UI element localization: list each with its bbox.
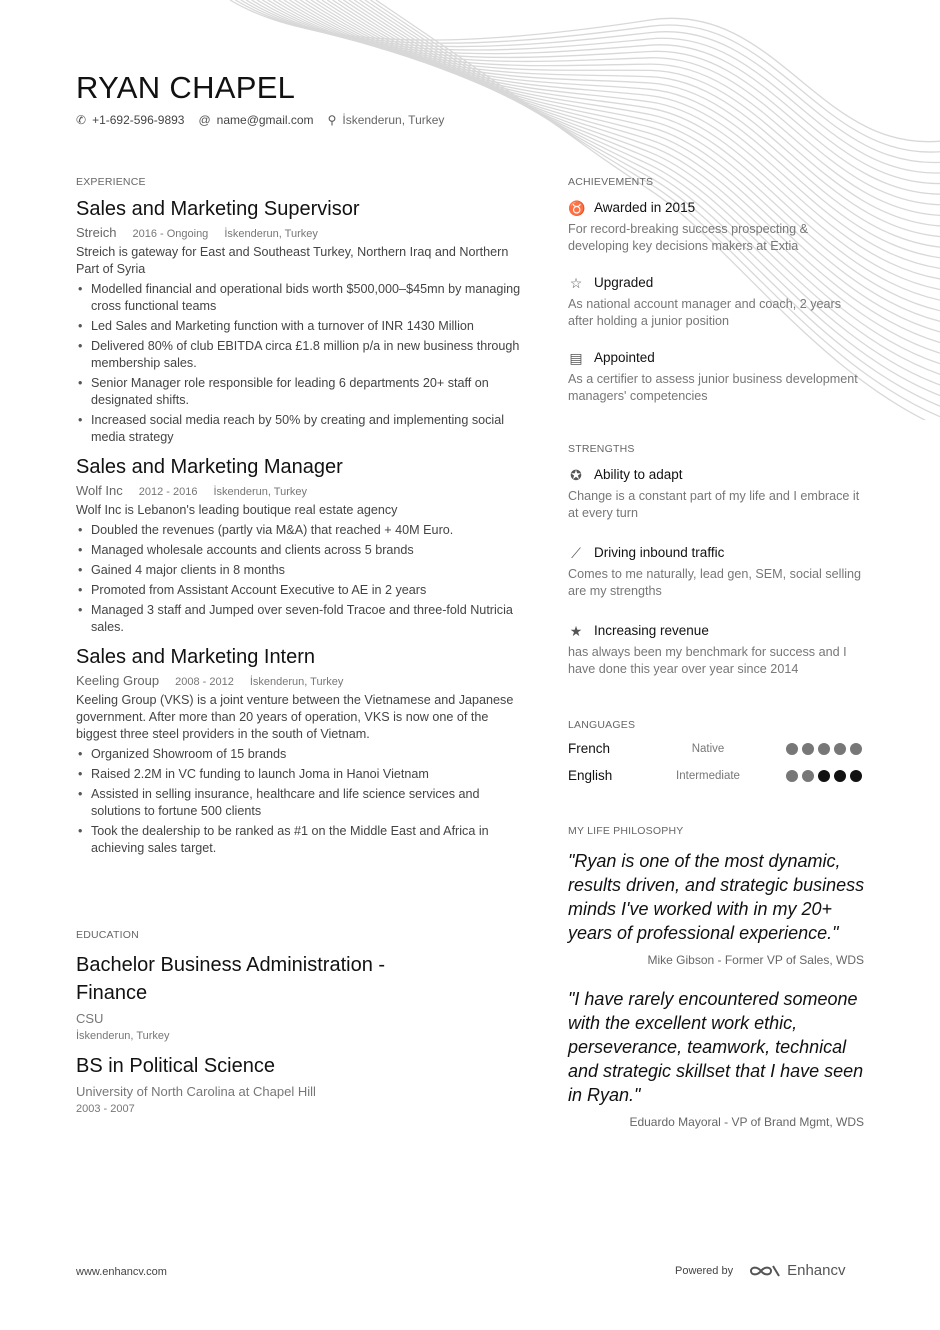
proficiency-dot	[786, 770, 798, 782]
job-description: Keeling Group (VKS) is a joint venture between the Vietnamese and Japanese government. After more than 20 years of operation, VKS is now one of the biggest three steel providers in the south of Vietnam.	[76, 693, 514, 741]
degree: BS in Political Science	[76, 1055, 275, 1077]
email[interactable]: name@gmail.com	[216, 113, 314, 127]
item-description: Comes to me naturally, lead gen, SEM, social selling are my strengths	[568, 567, 862, 598]
enhancv-logo[interactable]: Enhancv	[749, 1262, 845, 1279]
strengths-item	[568, 466, 868, 522]
bullet-item: • Modelled financial and operational bids worth $500,000–$45mn by managing cross functional teams	[76, 281, 526, 315]
bullet-item: • Senior Manager role responsible for leading 6 departments 20+ staff on designated shifts.	[76, 375, 526, 409]
education-entry	[76, 1052, 526, 1115]
bullet-item: • Raised 2.2M in VC funding to launch Joma in Hanoi Vietnam	[76, 766, 526, 783]
phone[interactable]: +1-692-596-9893	[92, 113, 185, 127]
language-name: French	[568, 741, 611, 756]
proficiency-dot	[818, 770, 830, 782]
quote-text: "Ryan is one of the most dynamic, results driven, and strategic business minds I've worked with in my 20+ years of professional experience."	[568, 851, 865, 943]
location-pin-icon: ⚲	[327, 113, 337, 127]
language-name: English	[568, 768, 613, 783]
medal-icon: ♉	[568, 200, 586, 216]
job-meta	[76, 483, 526, 498]
item-heading	[568, 274, 868, 292]
item-description: As national account manager and coach, 2 years after holding a junior position	[568, 297, 842, 328]
company: Wolf Inc	[76, 483, 123, 498]
achievements-item	[568, 199, 868, 255]
languages-section	[568, 719, 868, 789]
job-location: İskenderun, Turkey	[224, 228, 318, 240]
bullet-list	[76, 746, 526, 857]
item-title: Upgraded	[594, 275, 654, 290]
job-location: İskenderun, Turkey	[249, 676, 344, 688]
infinity-logo-icon	[749, 1263, 781, 1279]
proficiency-dots	[786, 743, 862, 755]
document-icon: ▤	[569, 350, 583, 366]
quote-text: "I have rarely encountered someone with the excellent work ethic, perseverance, teamwork, technical and strategic skillset that I have seen in Ryan."	[568, 989, 864, 1105]
dates: 2012 - 2016	[138, 486, 198, 498]
strengths-item	[568, 544, 868, 600]
company: Keeling Group	[76, 673, 160, 688]
item-heading	[568, 466, 868, 484]
location: İskenderun, Turkey	[342, 113, 445, 127]
award-icon: ✪	[570, 467, 582, 483]
bullet-item: • Promoted from Assistant Account Executive to AE in 2 years	[76, 582, 526, 599]
candidate-name: RYAN CHAPEL	[76, 70, 296, 105]
item-heading	[568, 349, 868, 367]
language-level: Intermediate	[676, 769, 740, 782]
strengths-item	[568, 622, 868, 678]
item-description: Change is a constant part of my life and I embrace it at every turn	[568, 489, 860, 520]
item-heading	[568, 622, 868, 640]
bullet-list	[76, 522, 526, 636]
experience-section	[76, 176, 526, 865]
item-title: Driving inbound traffic	[594, 545, 725, 560]
proficiency-dot	[834, 743, 846, 755]
job-entry	[76, 454, 526, 636]
contact-info	[76, 113, 444, 127]
item-title: Appointed	[594, 350, 655, 365]
section-label: MY LIFE PHILOSOPHY	[568, 825, 684, 837]
section-label: LANGUAGES	[568, 719, 636, 731]
bullet-list	[76, 281, 526, 446]
phone-icon: ✆	[76, 113, 87, 127]
footer-branding	[675, 1262, 845, 1279]
item-heading	[568, 544, 868, 562]
job-description: Streich is gateway for East and Southeast Turkey, Northern Iraq and Northern Part of Syria	[76, 245, 509, 276]
proficiency-dot	[850, 770, 862, 782]
education-meta: 2003 - 2007	[76, 1103, 135, 1115]
item-description: has always been my benchmark for success and I have done this year over year since 2014	[568, 645, 847, 676]
powered-by-label: Powered by	[675, 1264, 734, 1277]
language-row	[568, 762, 868, 789]
job-title: Sales and Marketing Supervisor	[76, 198, 360, 220]
quote-author: Eduardo Mayoral - VP of Brand Mgmt, WDS	[629, 1115, 864, 1129]
bullet-item: • Led Sales and Marketing function with a turnover of INR 1430 Million	[76, 318, 526, 335]
school: CSU	[76, 1011, 104, 1026]
section-label: STRENGTHS	[568, 443, 635, 455]
star-outline-icon: ☆	[569, 275, 583, 291]
company: Streich	[76, 225, 117, 240]
job-title: Sales and Marketing Intern	[76, 646, 316, 668]
bullet-item: • Gained 4 major clients in 8 months	[76, 562, 526, 579]
job-entry	[76, 644, 526, 857]
section-label: EXPERIENCE	[76, 176, 146, 188]
item-description: As a certifier to assess junior business development managers' competencies	[568, 372, 858, 403]
job-description: Wolf Inc is Lebanon's leading boutique real estate agency	[76, 503, 398, 517]
bullet-item: • Organized Showroom of 15 brands	[76, 746, 526, 763]
dates: 2016 - Ongoing	[132, 228, 209, 240]
job-meta	[76, 225, 526, 240]
education-section	[76, 929, 526, 1115]
achievements-section	[568, 176, 868, 405]
wave-line	[246, 0, 940, 173]
education-meta: İskenderun, Turkey	[76, 1030, 170, 1042]
bullet-item: • Increased social media reach by 50% by creating and implementing social media strategy	[76, 412, 526, 446]
bullet-item: • Took the dealership to be ranked as #1 on the Middle East and Africa in achieving sales target.	[76, 823, 526, 857]
proficiency-dot	[818, 743, 830, 755]
proficiency-dots	[786, 770, 862, 782]
at-icon: @	[198, 113, 211, 127]
item-heading	[568, 199, 868, 217]
language-level: Native	[691, 742, 725, 755]
bullet-item: • Doubled the revenues (partly via M&A) that reached + 40M Euro.	[76, 522, 526, 539]
website-link[interactable]: www.enhancv.com	[76, 1266, 167, 1278]
strengths-section	[568, 443, 868, 678]
achievements-item	[568, 349, 868, 405]
quote-author: Mike Gibson - Former VP of Sales, WDS	[647, 953, 864, 967]
proficiency-dot	[786, 743, 798, 755]
section-label: ACHIEVEMENTS	[568, 176, 654, 188]
philosophy-section	[568, 825, 868, 1129]
wave-line	[262, 0, 940, 205]
proficiency-dot	[850, 743, 862, 755]
item-title: Increasing revenue	[594, 623, 709, 638]
section-label: EDUCATION	[76, 929, 139, 941]
proficiency-dot	[802, 743, 814, 755]
language-row	[568, 735, 868, 762]
education-entry	[76, 951, 526, 1042]
dates: 2008 - 2012	[175, 676, 234, 688]
job-location: İskenderun, Turkey	[213, 486, 307, 498]
bullet-item: • Managed 3 staff and Jumped over seven-fold Tracoe and three-fold Nutricia sales.	[76, 602, 526, 636]
bullet-item: • Delivered 80% of club EBITDA circa £1.8 million p/a in new business through membership sales.	[76, 338, 526, 372]
degree: Bachelor Business Administration - Finance	[76, 954, 386, 1004]
school: University of North Carolina at Chapel Hill	[76, 1084, 316, 1099]
proficiency-dot	[802, 770, 814, 782]
job-entry	[76, 196, 526, 446]
job-title: Sales and Marketing Manager	[76, 456, 343, 478]
item-title: Ability to adapt	[594, 467, 683, 482]
star-filled-icon: ★	[569, 623, 583, 639]
bullet-item: • Assisted in selling insurance, healthcare and life science services and solutions to fortune 500 clients	[76, 786, 526, 820]
item-title: Awarded in 2015	[594, 200, 696, 215]
proficiency-dot	[834, 770, 846, 782]
item-description: For record-breaking success prospecting & developing key decisions makers at Extia	[568, 222, 809, 253]
job-meta	[76, 673, 526, 688]
chart-line-icon: ⟋	[571, 545, 581, 561]
achievements-item	[568, 274, 868, 330]
bullet-item: • Managed wholesale accounts and clients across 5 brands	[76, 542, 526, 559]
